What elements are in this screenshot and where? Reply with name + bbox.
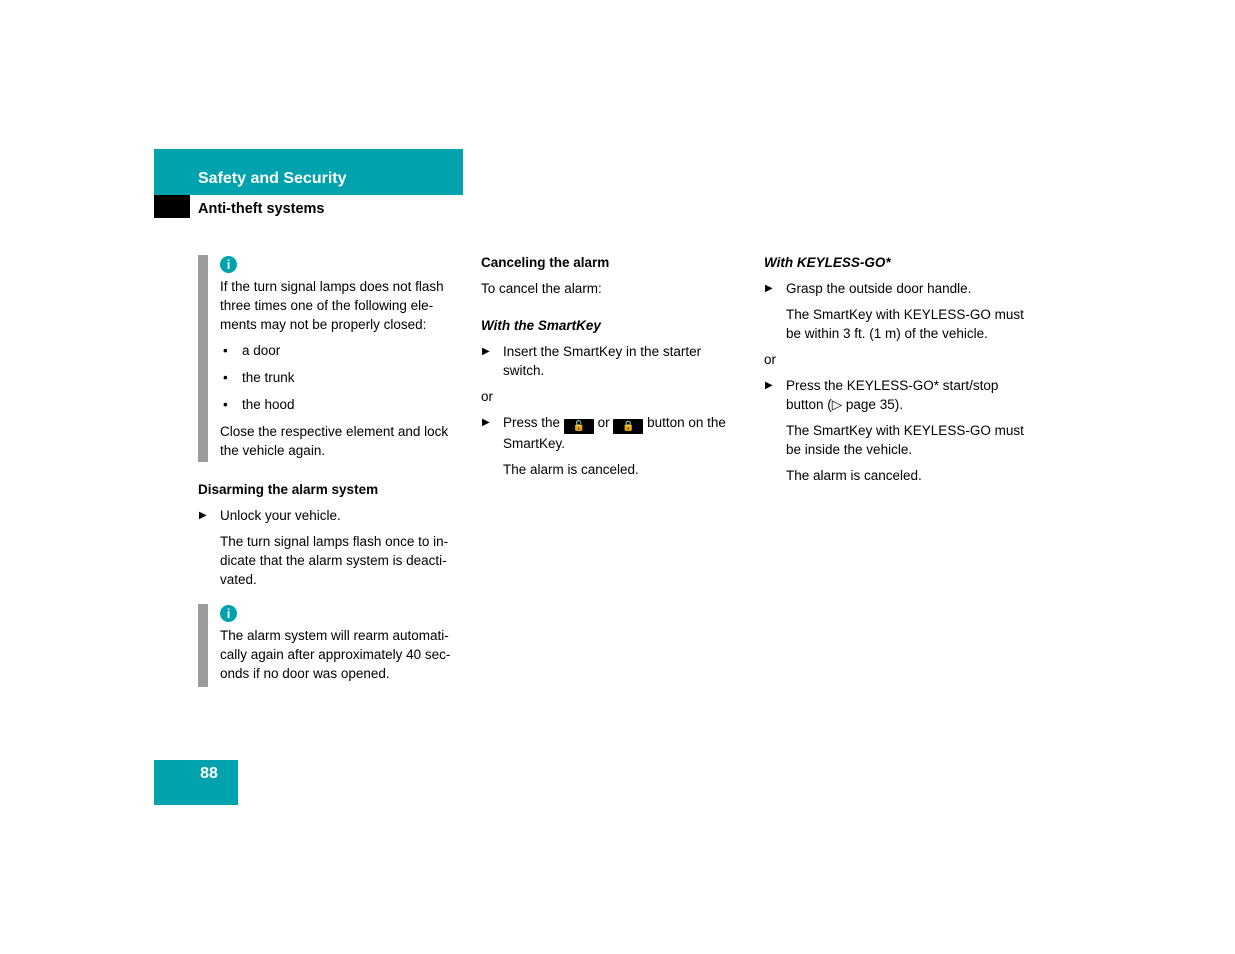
list-item: • the hood	[223, 397, 295, 412]
arrow-icon: ▶	[482, 346, 490, 357]
info-bar	[198, 604, 208, 687]
column-1	[198, 255, 464, 687]
keylessgo-result: The alarm is canceled.	[786, 468, 922, 483]
arrow-icon: ▶	[765, 283, 773, 294]
section-title: Safety and Security	[198, 170, 347, 187]
keylessgo-subheading: With KEYLESS-GO*	[764, 255, 891, 270]
column-3	[764, 253, 1030, 492]
cancel-intro: To cancel the alarm:	[481, 281, 602, 296]
list-item: • the trunk	[223, 370, 295, 385]
disarm-result: The turn signal lamps flash once to in-dicate that the alarm system is deacti-vated.	[220, 534, 449, 587]
column-2	[481, 253, 746, 486]
arrow-icon: ▶	[482, 417, 490, 428]
info-icon: i	[220, 605, 237, 622]
subsection-marker	[154, 195, 190, 218]
smartkey-result: The alarm is canceled.	[503, 462, 639, 477]
disarm-heading: Disarming the alarm system	[198, 482, 379, 497]
disarm-step: ▶ Unlock your vehicle.	[199, 508, 341, 523]
info-bar	[198, 255, 208, 462]
arrow-icon: ▶	[199, 510, 207, 521]
lock-key-icon: 🔒	[613, 419, 643, 434]
arrow-icon: ▶	[765, 380, 773, 391]
keylessgo-note-2: The SmartKey with KEYLESS-GO must be inside the vehicle.	[786, 423, 1024, 457]
info-icon: i	[220, 256, 237, 273]
or-text: or	[481, 389, 494, 404]
smartkey-subheading: With the SmartKey	[481, 318, 601, 333]
unlock-key-icon: 🔓	[564, 419, 594, 434]
info-closing-text: Close the respective element and lock the vehicle again.	[220, 424, 449, 458]
list-item: • a door	[223, 343, 281, 358]
keylessgo-step-1: ▶ Grasp the outside door handle.	[765, 281, 972, 296]
smartkey-step-2: ▶ Press the 🔓 or 🔒 button on the SmartKey.	[482, 415, 726, 451]
cancel-heading: Canceling the alarm	[481, 255, 610, 270]
page-number: 88	[200, 765, 218, 782]
subsection-title: Anti-theft systems	[198, 201, 325, 217]
info-text: The alarm system will rearm automati-cally again after approximately 40 sec-onds if no door was opened.	[220, 628, 451, 681]
or-text: or	[764, 352, 777, 367]
info-text: If the turn signal lamps does not flash three times one of the following ele-ments may not be properly closed:	[220, 279, 444, 332]
keylessgo-note-1: The SmartKey with KEYLESS-GO must be within 3 ft. (1 m) of the vehicle.	[786, 307, 1024, 341]
info-box-rearm	[198, 604, 464, 687]
keylessgo-step-2: ▶ Press the KEYLESS-GO* start/stop button (▷ page 35).	[765, 378, 999, 412]
info-box-closure	[198, 255, 464, 462]
smartkey-step-1: ▶ Insert the SmartKey in the starter switch.	[482, 344, 702, 378]
